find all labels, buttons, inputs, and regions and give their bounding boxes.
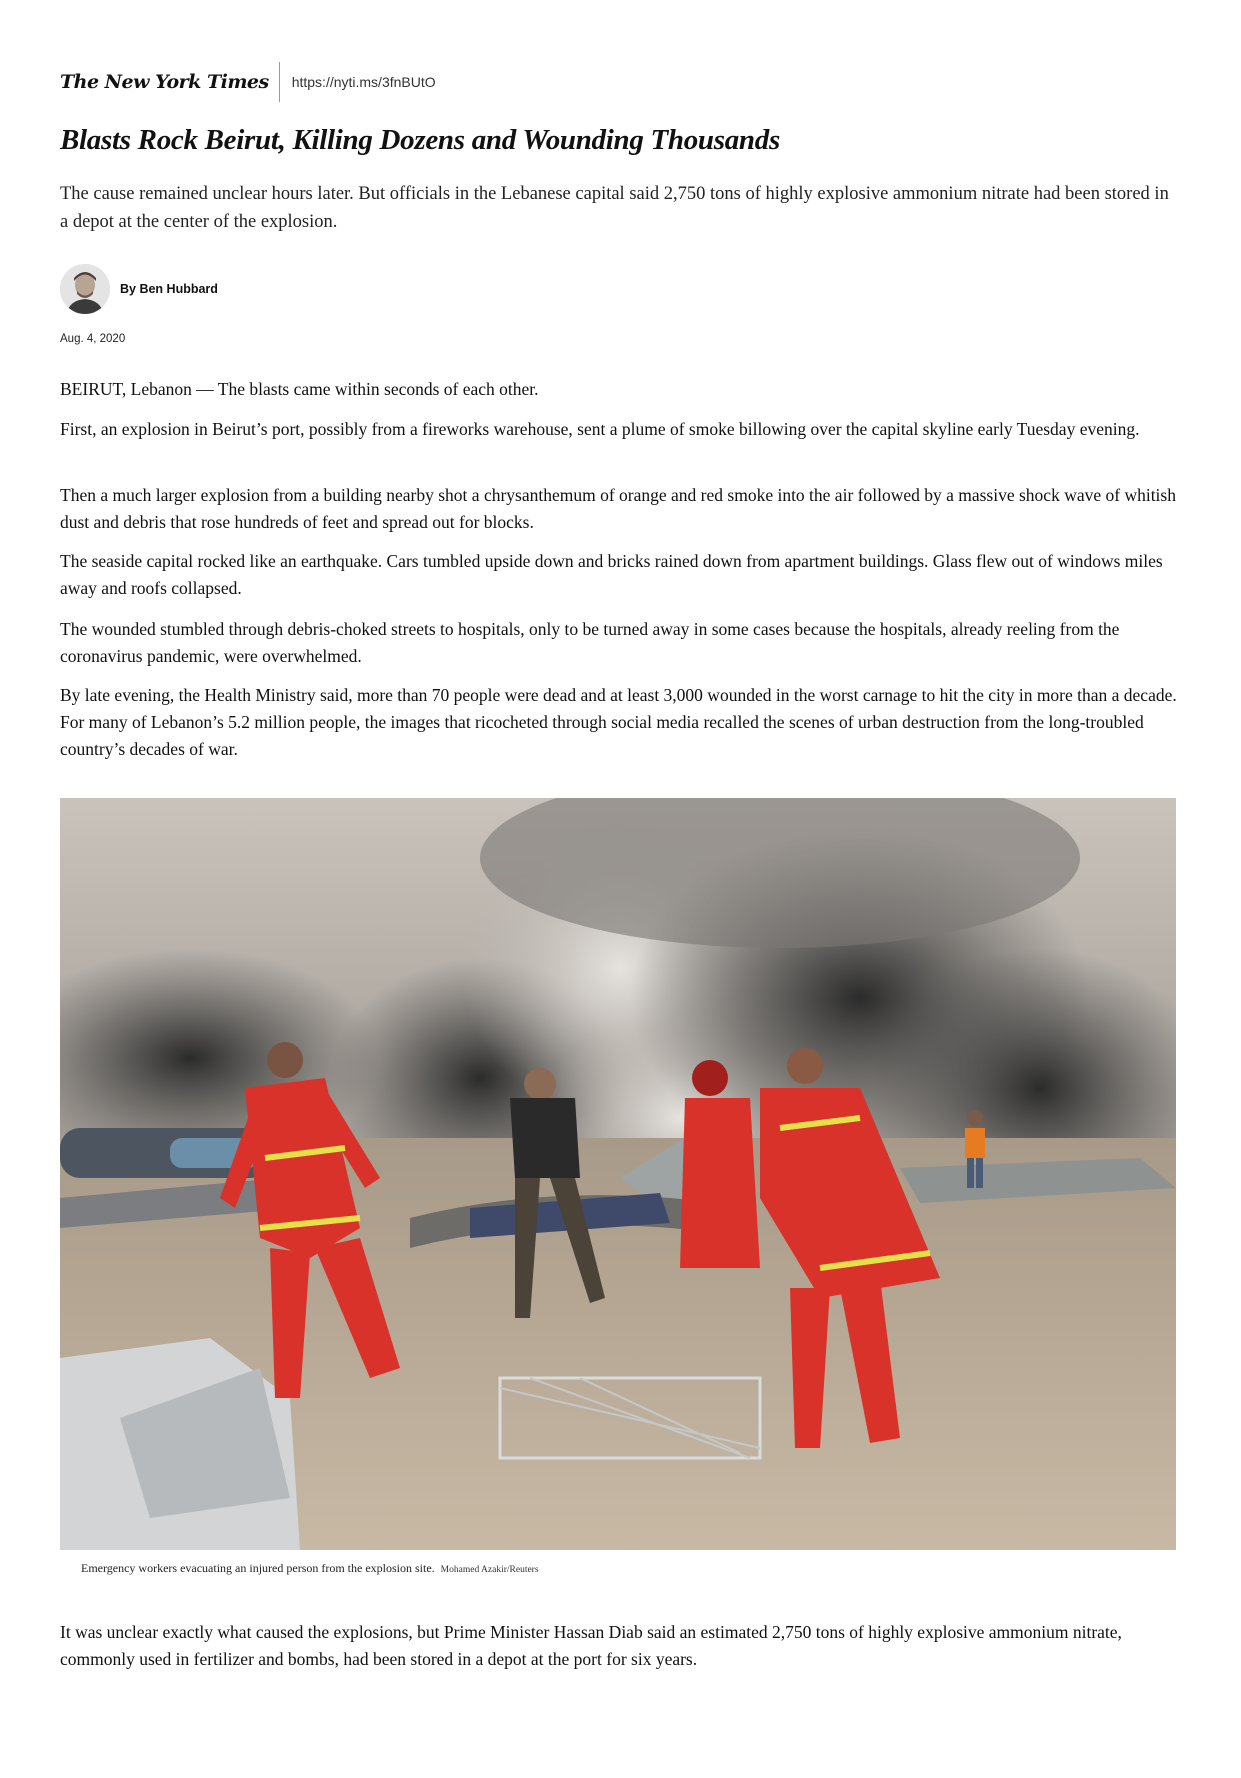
nyt-logo[interactable]: The New York Times — [60, 71, 269, 93]
photo-caption — [81, 1561, 539, 1576]
paragraph: BEIRUT, Lebanon — The blasts came within seconds of each other. — [60, 379, 539, 399]
explosion-scene-image — [60, 798, 1176, 1550]
author-portrait-icon — [60, 264, 110, 314]
publish-date: Aug. 4, 2020 — [60, 333, 126, 345]
article-summary: The cause remained unclear hours later. But officials in the Lebanese capital said 2,750 tons of highly explosive ammonium nitrate had been stored in a depot at the center of the explosion. — [60, 184, 1169, 232]
paragraph: The seaside capital rocked like an earthquake. Cars tumbled upside down and bricks rained down from apartment buildings. Glass flew out of windows miles away and roofs collapsed. — [60, 551, 1163, 598]
article-photo[interactable] — [60, 798, 1176, 1550]
author-name-link[interactable]: By Ben Hubbard — [120, 282, 218, 296]
paragraph: Then a much larger explosion from a building nearby shot a chrysanthemum of orange and red smoke into the air followed by a massive shock wave of whitish dust and debris that rose hundreds of feet and spread out for blocks. — [60, 485, 1176, 532]
masthead — [60, 62, 436, 102]
masthead-divider — [279, 62, 280, 102]
article-headline: Blasts Rock Beirut, Killing Dozens and Wounding Thousands — [60, 124, 780, 156]
paragraph: It was unclear exactly what caused the explosions, but Prime Minister Hassan Diab said an estimated 2,750 tons of highly explosive ammonium nitrate, commonly used in fertilizer and bombs, had been stored in a depot at the port for six years. — [60, 1622, 1122, 1669]
photo-credit: Mohamed Azakir/Reuters — [440, 1565, 539, 1575]
byline — [60, 264, 218, 314]
paragraph: By late evening, the Health Ministry said, more than 70 people were dead and at least 3,000 wounded in the worst carnage to hit the city in more than a decade. For many of Lebanon’s 5.2 million people, the images that ricocheted through social media recalled the scenes of urban destruction from the long-troubled country’s decades of war. — [60, 685, 1177, 759]
paragraph: The wounded stumbled through debris-choked streets to hospitals, only to be turned away in some cases because the hospitals, already reeling from the coronavirus pandemic, were overwhelmed. — [60, 619, 1120, 666]
short-url-link[interactable]: https://nyti.ms/3fnBUtO — [291, 74, 436, 90]
caption-text: Emergency workers evacuating an injured person from the explosion site. — [81, 1561, 435, 1575]
paragraph: First, an explosion in Beirut’s port, possibly from a fireworks warehouse, sent a plume of smoke billowing over the capital skyline early Tuesday evening. — [60, 419, 1140, 439]
author-avatar[interactable] — [60, 264, 110, 314]
